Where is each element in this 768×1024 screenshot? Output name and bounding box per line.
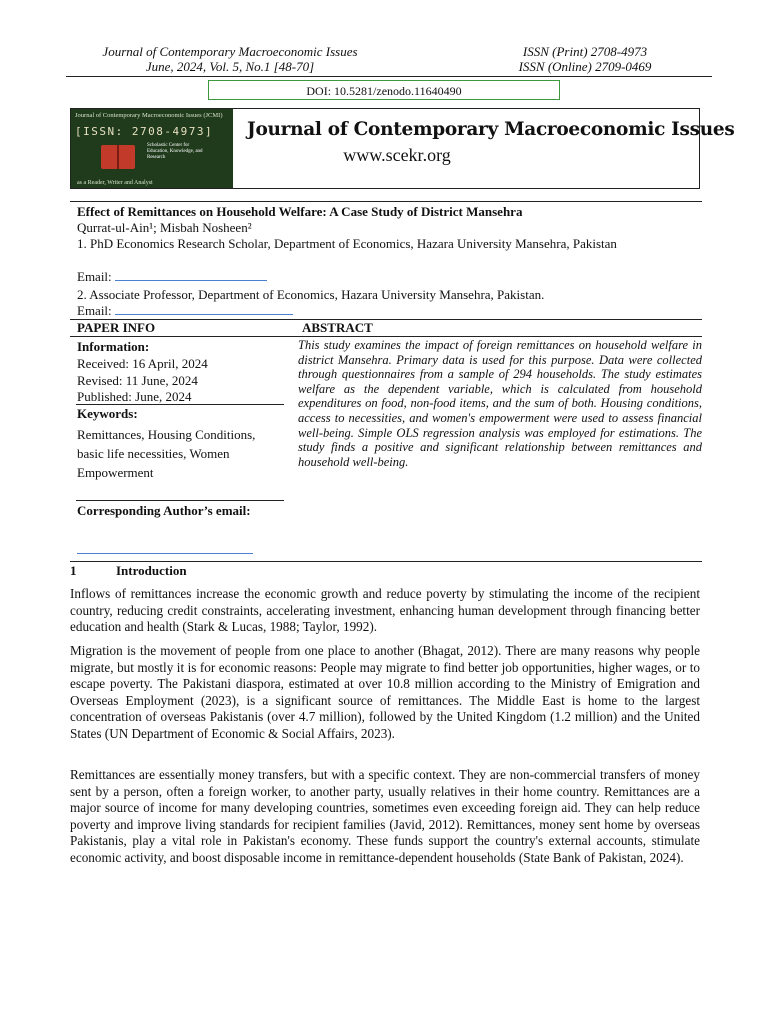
running-header-right	[470, 44, 700, 74]
intro-paragraph-3: Remittances are essentially money transfers, but with a specific context. They are non-commercial transfers of money sent by a person, often a foreign worker, to another party, usually relatives in their home country. Remittances are a major source of income for many developing countries, sometimes even exceeding foreign aid. They can help reduce poverty and improve living standards for recipient families (Javid, 2012). Remittances, money sent home by overseas Pakistanis, play a vital role in Pakistan's economy. These funds support the country's external accounts, stimulate economic activity, and boost disposable income in remittance-dependent households (State Bank of Pakistan, 2024).	[70, 767, 700, 865]
keywords-divider	[76, 404, 284, 405]
affiliation-1: 1. PhD Economics Research Scholar, Department of Economics, Hazara University Mansehra, Pakistan	[77, 236, 617, 251]
corresponding-email-link[interactable]	[77, 553, 253, 554]
section-number: 1	[70, 563, 77, 578]
revised-date: Revised: 11 June, 2024	[77, 373, 198, 388]
received-date: Received: 16 April, 2024	[77, 356, 208, 371]
journal-logo: Journal of Contemporary Macroeconomic Issues (JCMI) [ISSN: 2708-4973] Scholastic Center for Education, Knowledge, and Research as a Reader, Writer and Analyst	[71, 109, 233, 188]
intro-divider	[70, 561, 702, 562]
doi-box[interactable]: DOI: 10.5281/zenodo.11640490	[208, 80, 560, 100]
issn-print: ISSN (Print) 2708-4973	[522, 44, 648, 59]
section-heading: Introduction	[116, 563, 187, 578]
email-link-1[interactable]	[115, 269, 267, 281]
intro-paragraph-2: Migration is the movement of people from one place to another (Bhagat, 2012). There are many reasons why people migrate, but mostly it is for economic reasons: People may migrate to find better job opportunities, higher wages, or to escape poverty. The Pakistani diaspora, estimated at over 10.8 million according to the Ministry of Emigration and Overseas Employment (2023), is a significant source of remittances. The Middle East is home to the largest concentration of overseas Pakistanis (over 4.7 million), followed by the United Kingdom (1.2 million) and the United States (UN Department of Economic & Social Affairs, 2023).	[70, 643, 700, 741]
info-top-divider	[70, 319, 702, 320]
paper-title: Effect of Remittances on Household Welfare: A Case Study of District Mansehra	[77, 204, 523, 219]
abstract-text: This study examines the impact of foreign remittances on household welfare in district Mansehra. Primary data is used for this purpose. Data were collected through questionnaires from a sample of 294 households. The study estimates welfare as the dependent variable, which is calculated from household expenditures on food, non-food items, and the sum of both. Housing conditions, access to necessities, and women's empowerment were used to assess financial well-being. Simple OLS regression analysis was employed for estimations. The study finds a positive and significant relationship between remittances and household well-being.	[298, 338, 702, 469]
book-icon	[101, 145, 135, 169]
info-bottom-divider	[70, 336, 702, 337]
keywords-list: Remittances, Housing Conditions, basic life necessities, Women Empowerment	[77, 427, 256, 480]
abstract-heading: ABSTRACT	[302, 320, 373, 335]
keywords-label: Keywords:	[77, 406, 138, 421]
published-date: Published: June, 2024	[77, 389, 192, 404]
journal-name: Journal of Contemporary Macroeconomic Issues	[102, 44, 358, 59]
journal-website[interactable]: www.scekr.org	[343, 145, 451, 165]
header-divider	[66, 76, 712, 77]
authors: Qurrat-ul-Ain¹; Misbah Nosheen²	[77, 220, 252, 235]
email-line-2: Email:	[77, 303, 293, 319]
paper-info-heading: PAPER INFO	[77, 320, 156, 335]
corresponding-author-label: Corresponding Author’s email:	[77, 503, 251, 518]
information-label: Information:	[77, 339, 150, 354]
email-line-1: Email:	[77, 269, 267, 285]
journal-banner	[70, 108, 735, 189]
title-divider	[70, 201, 702, 202]
banner-journal-title: Journal of Contemporary Macroeconomic Issues	[247, 119, 735, 140]
running-header-left	[70, 44, 390, 74]
issn-online: ISSN (Online) 2709-0469	[518, 59, 652, 74]
intro-paragraph-1: Inflows of remittances increase the economic growth and reduce poverty by stimulating the income of the recipient country, reducing credit constraints, accelerating investment, enhancing human development through financing better education and health (Stark & Lucas, 1988; Taylor, 1992).	[70, 586, 700, 634]
email-link-2[interactable]	[115, 303, 293, 315]
affiliation-2: 2. Associate Professor, Department of Economics, Hazara University Mansehra, Pakistan.	[77, 287, 545, 302]
issue-info: June, 2024, Vol. 5, No.1 [48-70]	[145, 59, 315, 74]
